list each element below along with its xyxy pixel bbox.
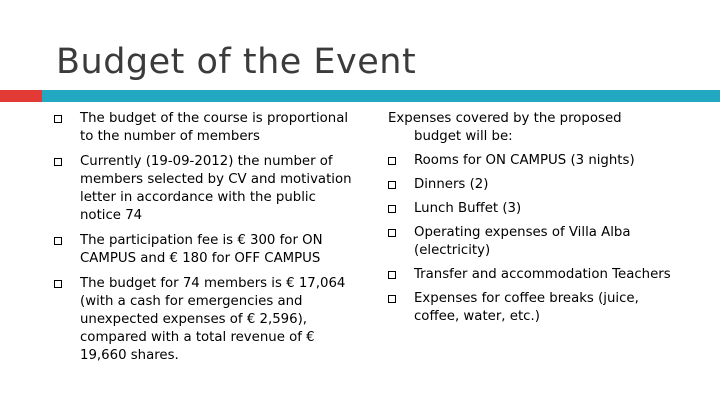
bullet-text: The budget for 74 members is € 17,064 (with a cash for emergencies and unexpected expenses of € 2,596), compared with a total revenue of € 19,660 shares. xyxy=(80,276,346,363)
bullet-text: Currently (19-09-2012) the number of members selected by CV and motivation letter in accordance with the public notice 74 xyxy=(80,154,352,223)
left-bullet-list xyxy=(54,110,354,365)
square-bullet-icon xyxy=(54,237,62,245)
accent-bar-teal xyxy=(42,90,720,102)
bullet-text: The budget of the course is proportional to the number of members xyxy=(80,111,349,144)
list-item xyxy=(54,232,354,268)
accent-bar-red xyxy=(0,90,42,102)
list-item xyxy=(388,266,688,284)
bullet-text: Lunch Buffet (3) xyxy=(414,201,522,216)
list-item xyxy=(388,176,688,194)
expenses-intro-line1: Expenses covered by the proposed xyxy=(388,111,622,126)
square-bullet-icon xyxy=(54,280,62,288)
list-item xyxy=(54,153,354,225)
list-item xyxy=(54,110,354,146)
list-item xyxy=(388,290,688,326)
square-bullet-icon xyxy=(388,181,396,189)
right-column xyxy=(388,110,688,332)
expenses-intro xyxy=(388,110,688,146)
square-bullet-icon xyxy=(388,295,396,303)
list-item xyxy=(388,224,688,260)
square-bullet-icon xyxy=(388,229,396,237)
list-item xyxy=(388,152,688,170)
bullet-text: The participation fee is € 300 for ON CAMPUS and € 180 for OFF CAMPUS xyxy=(80,233,323,266)
bullet-text: Rooms for ON CAMPUS (3 nights) xyxy=(414,153,635,168)
bullet-text: Transfer and accommodation Teachers xyxy=(414,267,671,282)
square-bullet-icon xyxy=(388,205,396,213)
square-bullet-icon xyxy=(54,158,62,166)
expenses-intro-line2: budget will be: xyxy=(414,129,513,144)
bullet-text: Expenses for coffee breaks (juice, coffee, water, etc.) xyxy=(414,291,639,324)
left-column xyxy=(54,110,354,372)
bullet-text: Operating expenses of Villa Alba (electricity) xyxy=(414,225,631,258)
bullet-text: Dinners (2) xyxy=(414,177,489,192)
list-item xyxy=(54,275,354,365)
square-bullet-icon xyxy=(388,157,396,165)
list-item xyxy=(388,200,688,218)
square-bullet-icon xyxy=(388,271,396,279)
slide-title: Budget of the Event xyxy=(56,42,417,82)
right-bullet-list xyxy=(388,152,688,326)
square-bullet-icon xyxy=(54,115,62,123)
